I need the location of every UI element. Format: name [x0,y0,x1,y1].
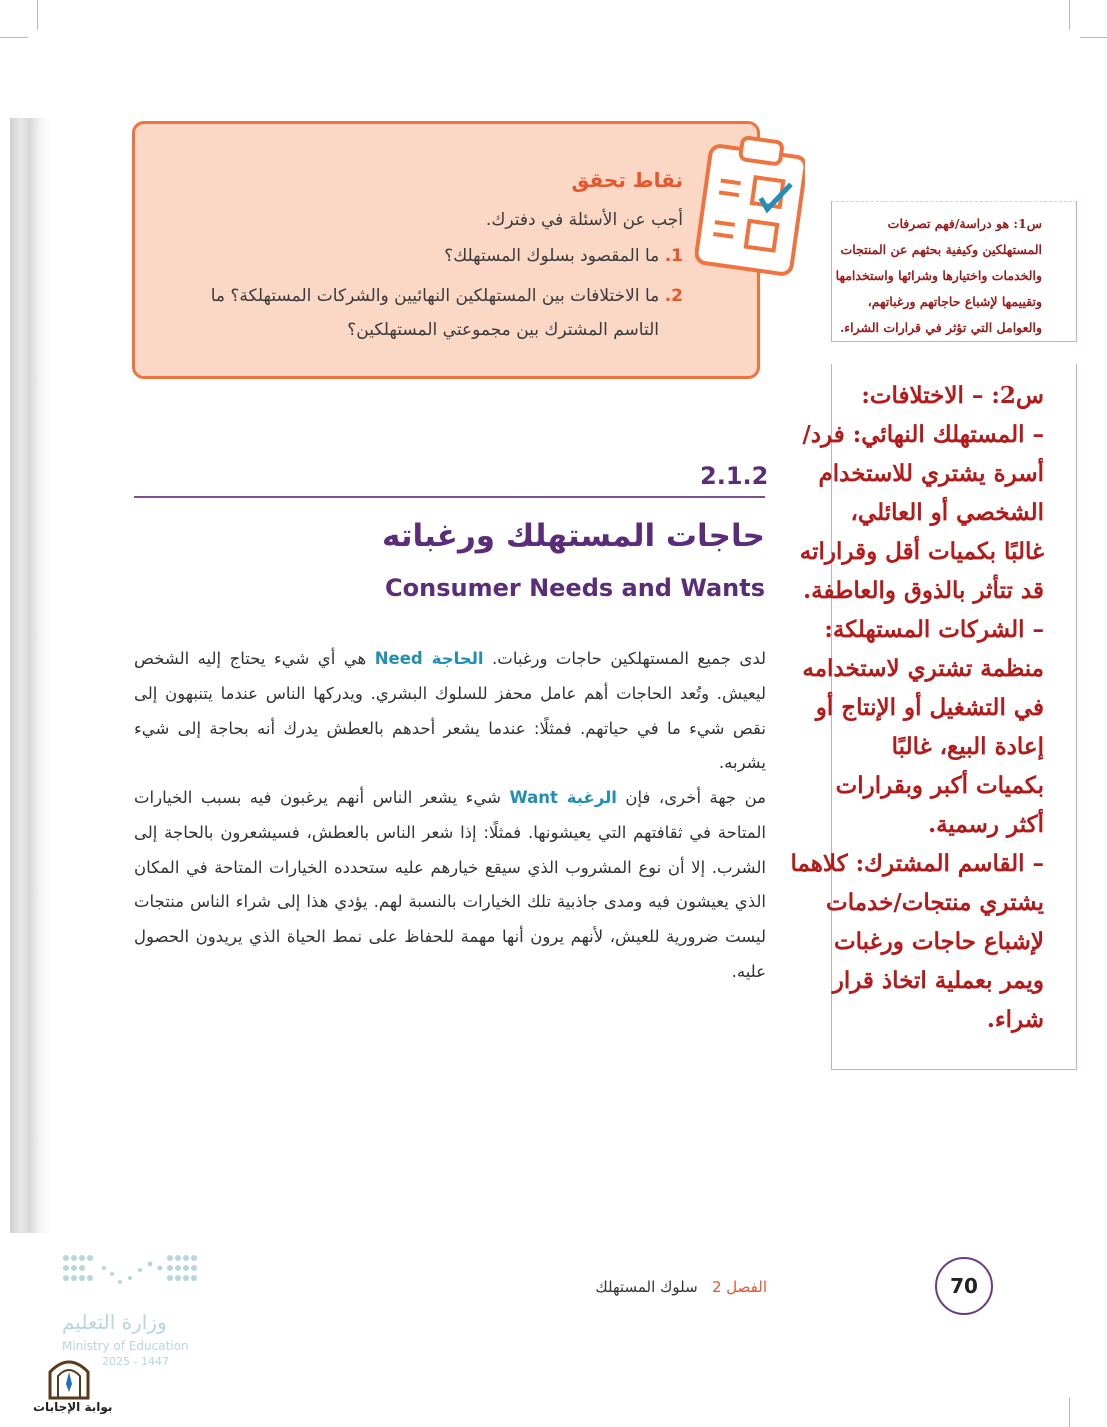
paragraph-text: هي أي شيء يحتاج إليه الشخص ليعيش. وتُعد الحاجات أهم عامل محفز للسلوك البشري. ويدركها الناس عندما يتنبهون إلى نقص شيء ما في حياتهم. فمثلًا: عندما يشعر أحدهم بالعطش يدرك أنه بحاجة إلى شيء يشربه. [134,649,766,773]
note-line: في التشغيل أو الإنتاج أو [815,694,1044,721]
chapter-title: سلوك المستهلك [595,1278,698,1296]
section-divider [134,496,765,498]
handwritten-note-answer-1 [831,201,1077,342]
footer-chapter-label [595,1278,767,1296]
note-line: المستهلكين وكيفية بحثهم عن المنتجات [840,242,1042,257]
note-line: – المستهلك النهائي: فرد/ [802,421,1044,448]
ministry-name-english: Ministry of Education [62,1339,189,1353]
note-line: ويمر بعملية اتخاذ قرار [832,967,1044,994]
paragraph-text: من جهة أخرى، فإن [616,788,766,807]
note-line: قد تتأثر بالذوق والعاطفة. [803,577,1044,604]
note-line: وتقييمها لإشباع حاجاتهم ورغباتهم، [867,294,1042,309]
ministry-year: 2025 - 1447 [102,1355,169,1368]
checkpoints-title: نقاط تحقق [571,168,683,192]
question-number: 2. [664,286,683,306]
note-line: أسرة يشتري للاستخدام [818,460,1044,487]
note-line: – الشركات المستهلكة: [824,616,1044,643]
checkpoint-question-2 [211,286,683,306]
handwritten-answer-2-text [784,376,1044,1039]
paragraph-text: شيء يشعر الناس أنهم يرغبون فيه بسبب الخيارات المتاحة في ثقافتهم التي يعيشونها. فمثلًا: إذا شعر الناس بالعطش، فسيشعرون بالحاجة إلى الشرب. إلا أن نوع المشروب الذي سيقع خيارهم عليه ستحدده الخيارات المتاحة في المكان الذي يعيشون فيه ومدى جاذبية تلك الخيارات بالنسبة لهم. يؤدي هذا إلى شراء الناس منتجات ليست ضرورية للعيش، لأنهم يرون أنها مهمة للحفاظ على نمط الحياة الذي يريدون الحصول عليه. [134,788,766,981]
page-side-fade [38,118,52,1233]
paragraph-text: لدى جميع المستهلكين حاجات ورغبات. [483,649,767,668]
note-line: والخدمات واختيارها وشرائها واستخدامها [835,268,1042,283]
handwritten-answer-1-text [802,211,1042,341]
page-number: 70 [935,1257,993,1315]
checkpoints-instruction: أجب عن الأسئلة في دفترك. [485,210,683,230]
section-title-arabic: حاجات المستهلك ورغباته [382,518,765,554]
page-side-image [10,118,38,1233]
note-line: إعادة البيع، غالبًا [891,733,1044,760]
note-line: – القاسم المشترك: كلاهما [790,850,1044,877]
note-line: بكميات أكبر وبقرارات [835,772,1044,799]
note-line: غالبًا بكميات أقل وقراراته [799,538,1044,565]
note-line: والعوامل التي تؤثر في قرارات الشراء. [839,320,1042,335]
section-number: 2.1.2 [700,462,769,490]
term-need: الحاجة Need [374,649,484,668]
note-line: شراء. [986,1006,1044,1033]
question-text: ما الاختلافات بين المستهلكين النهائيين والشركات المستهلكة؟ ما [210,286,660,306]
note-line: س1: هو دراسة/فهم تصرفات [887,216,1042,231]
checkpoints-panel [132,121,760,379]
answers-gate-logo-icon [46,1352,92,1400]
crop-mark-right-h [1080,37,1107,38]
clipboard-checklist-icon [695,133,805,278]
note-line: س2: – الاختلافات: [861,382,1044,409]
ministry-name-arabic: وزارة التعليم [62,1310,167,1334]
crop-mark-left-h [0,37,28,38]
paragraph-wants [134,781,766,990]
watermark-label: بوابة الإجابات [33,1400,113,1414]
crop-mark-top-right [1069,0,1070,30]
note-line: الشخصي أو العائلي، [850,499,1044,526]
note-line: أكثر رسمية. [928,811,1044,838]
term-want: الرغبة Want [509,788,617,807]
checkpoint-question-2-cont: التاسم المشترك بين مجموعتي المستهلكين؟ [347,320,659,340]
question-number: 1. [664,246,683,266]
crop-mark-bottom-right [1069,1397,1070,1427]
note-line: منظمة تشتري لاستخدامه [802,655,1044,682]
ministry-dots-logo-icon [60,1252,200,1292]
note-line: لإشباع حاجات ورغبات [833,928,1044,955]
checkpoint-question-1 [444,246,683,266]
section-title-english: Consumer Needs and Wants [385,574,765,602]
handwritten-note-answer-2 [790,364,1077,1070]
paragraph-needs [134,642,766,781]
note-line: يشتري منتجات/خدمات [826,889,1044,916]
question-text: ما المقصود بسلوك المستهلك؟ [444,246,660,266]
chapter-number: الفصل 2 [711,1278,767,1296]
crop-mark-top-left [37,0,38,30]
